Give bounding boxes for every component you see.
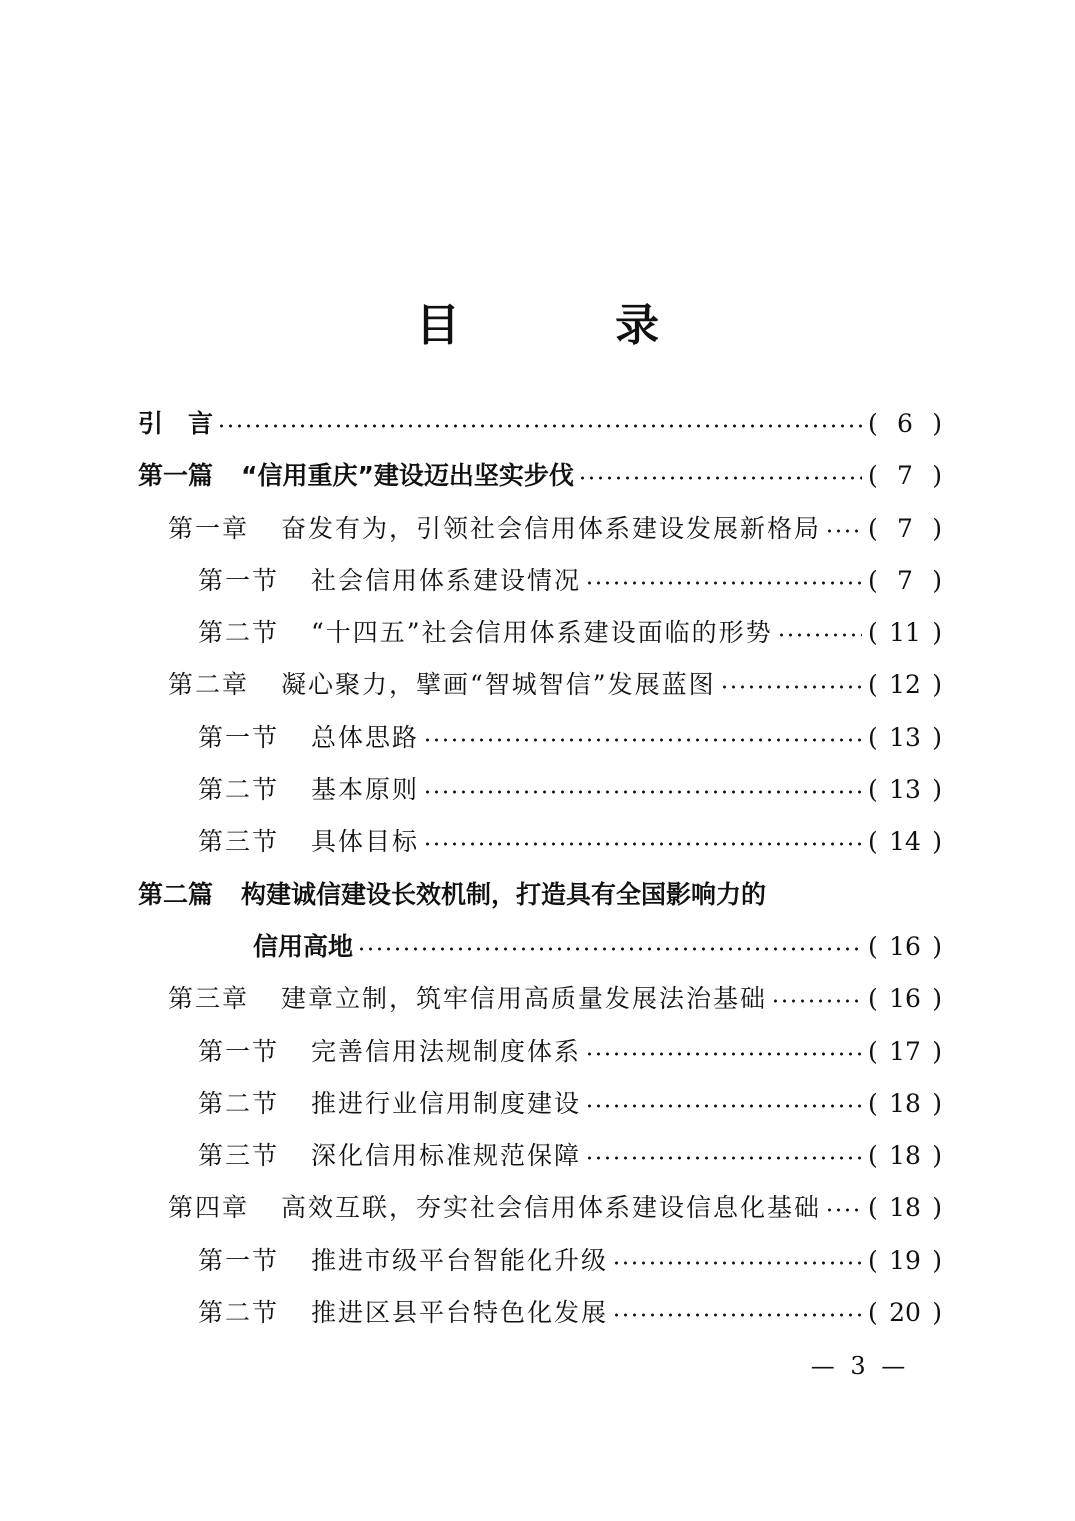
toc-entry[interactable]	[0, 816, 1075, 868]
toc-entry[interactable]	[0, 1235, 1075, 1287]
toc-entry-label: 第一节	[198, 565, 280, 595]
toc-entry-label: 第一章	[168, 513, 250, 543]
toc-entry-title: 社会信用体系建设情况	[311, 565, 582, 595]
toc-entry-title: 高效互联，夯实社会信用体系建设信息化基础	[281, 1193, 822, 1223]
toc-entry[interactable]	[0, 607, 1075, 659]
toc-entry-title: 推进区县平台特色化发展	[311, 1298, 609, 1328]
page-ref-number: 13	[889, 775, 921, 805]
toc-entry-page: ( 7 )	[868, 503, 942, 555]
dot-leader	[423, 842, 862, 846]
toc-entry[interactable]	[0, 1130, 1075, 1182]
dot-leader	[825, 1208, 862, 1212]
page-ref-number: 19	[889, 1245, 921, 1275]
table-of-contents	[0, 398, 1075, 1339]
dot-leader	[217, 424, 862, 428]
toc-entry[interactable]	[0, 503, 1075, 555]
toc-entry-title: 推进行业信用制度建设	[311, 1088, 582, 1118]
dot-leader	[585, 581, 862, 585]
toc-entry-page: ( 6 )	[868, 398, 942, 450]
toc-entry-label: 第一节	[198, 1036, 280, 1066]
toc-entry-page: ( 11 )	[868, 607, 942, 659]
dot-leader	[612, 1261, 862, 1265]
dot-leader	[720, 685, 862, 689]
toc-entry[interactable]	[0, 450, 1075, 502]
toc-entry[interactable]	[0, 555, 1075, 607]
toc-entry-page: ( 14 )	[868, 816, 942, 868]
toc-entry[interactable]	[0, 973, 1075, 1025]
dot-leader	[612, 1313, 862, 1317]
toc-entry-label: 第二节	[198, 1088, 280, 1118]
toc-entry-page: ( 16 )	[868, 921, 942, 973]
toc-entry-page: ( 7 )	[868, 555, 942, 607]
page-ref-number: 16	[889, 931, 921, 961]
page-ref-number: 13	[889, 722, 921, 752]
toc-entry-page: ( 18 )	[868, 1130, 942, 1182]
page-ref-number: 7	[897, 461, 913, 491]
dot-leader	[585, 1104, 862, 1108]
page-ref-number: 12	[889, 670, 921, 700]
dot-leader	[585, 1156, 862, 1160]
toc-entry-label: 第二篇	[138, 879, 214, 909]
toc-entry-title: 推进市级平台智能化升级	[311, 1245, 609, 1275]
toc-entry[interactable]	[0, 1026, 1075, 1078]
toc-entry-title: 深化信用标准规范保障	[311, 1141, 582, 1171]
toc-entry-title: 凝心聚力，擘画“智城智信”发展蓝图	[281, 670, 716, 700]
page-ref-number: 6	[897, 409, 913, 438]
toc-entry-page: ( 17 )	[868, 1026, 942, 1078]
toc-entry-label: 第三章	[168, 984, 250, 1014]
toc-entry-title: 建章立制，筑牢信用高质量发展法治基础	[281, 984, 768, 1014]
page-ref-number: 16	[889, 984, 921, 1014]
dot-leader	[423, 738, 862, 742]
toc-entry-page: ( 13 )	[868, 764, 942, 816]
toc-entry-page: ( 12 )	[868, 659, 942, 711]
toc-entry-label: 第一节	[198, 1245, 280, 1275]
toc-entry-label: 引 言	[138, 409, 214, 438]
dot-leader	[777, 633, 862, 637]
toc-entry[interactable]	[0, 659, 1075, 711]
dot-leader	[771, 999, 862, 1003]
toc-entry[interactable]	[0, 921, 1075, 973]
page-ref-number: 18	[889, 1193, 921, 1223]
toc-entry[interactable]	[0, 869, 1075, 921]
toc-entry[interactable]	[0, 712, 1075, 764]
page-ref-number: 20	[889, 1298, 921, 1328]
toc-entry-label: 第二节	[198, 618, 280, 648]
page-ref-number: 7	[897, 513, 913, 543]
toc-entry[interactable]	[0, 1287, 1075, 1339]
dot-leader	[578, 476, 862, 480]
toc-entry-label: 第三节	[198, 1141, 280, 1171]
toc-entry-page: ( 7 )	[868, 450, 942, 502]
toc-entry-title: 信用高地	[253, 931, 354, 961]
toc-entry-label: 第一篇	[138, 461, 214, 491]
page-number: — 3 —	[810, 1352, 910, 1380]
page-ref-number: 18	[889, 1141, 921, 1171]
dot-leader	[585, 1052, 862, 1056]
dot-leader	[825, 529, 862, 533]
page-ref-number: 11	[889, 618, 921, 648]
toc-entry-page: ( 18 )	[868, 1078, 942, 1130]
page-ref-number: 14	[889, 827, 921, 857]
toc-entry-title: 具体目标	[311, 827, 420, 857]
dot-leader	[423, 790, 862, 794]
page-ref-number: 7	[897, 565, 913, 595]
toc-entry-title: 基本原则	[311, 775, 420, 805]
toc-entry-title: 奋发有为，引领社会信用体系建设发展新格局	[281, 513, 822, 543]
toc-entry-label: 第一节	[198, 722, 280, 752]
toc-entry[interactable]	[0, 764, 1075, 816]
page-ref-number: 17	[889, 1036, 921, 1066]
toc-entry[interactable]	[0, 1182, 1075, 1234]
toc-entry-title: 构建诚信建设长效机制，打造具有全国影响力的	[241, 879, 767, 909]
toc-entry-page: ( 20 )	[868, 1287, 942, 1339]
toc-entry-label: 第三节	[198, 827, 280, 857]
page-title: 目 录	[415, 300, 730, 351]
toc-entry-page: ( 19 )	[868, 1235, 942, 1287]
dot-leader	[357, 947, 862, 951]
page-ref-number: 18	[889, 1088, 921, 1118]
toc-entry-label: 第二节	[198, 1298, 280, 1328]
toc-entry-title: 完善信用法规制度体系	[311, 1036, 582, 1066]
toc-entry-page: ( 18 )	[868, 1182, 942, 1234]
toc-entry-label: 第四章	[168, 1193, 250, 1223]
toc-entry-label: 第二节	[198, 775, 280, 805]
toc-entry[interactable]	[0, 1078, 1075, 1130]
toc-entry-page: ( 13 )	[868, 712, 942, 764]
toc-entry-label: 第二章	[168, 670, 250, 700]
toc-entry[interactable]	[0, 398, 1075, 450]
toc-entry-title: 总体思路	[311, 722, 420, 752]
toc-entry-page: ( 16 )	[868, 973, 942, 1025]
toc-entry-title: “十四五”社会信用体系建设面临的形势	[311, 618, 773, 648]
toc-entry-title: “信用重庆”建设迈出坚实步伐	[241, 461, 574, 491]
